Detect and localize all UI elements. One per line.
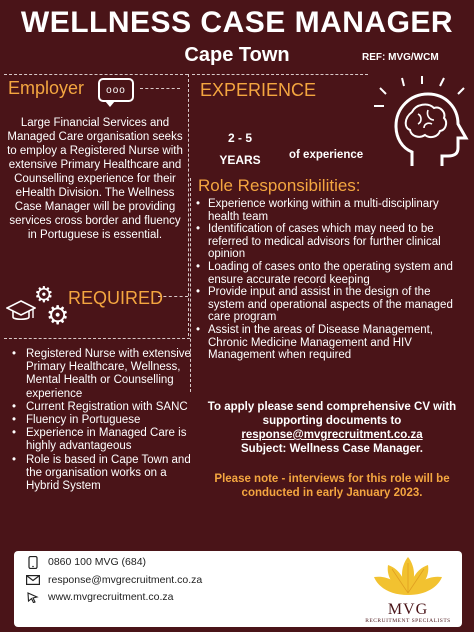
footer-email[interactable]: response@mvgrecruitment.co.za xyxy=(48,574,203,586)
footer-website[interactable]: www.mvgrecruitment.co.za xyxy=(48,591,174,603)
phone-row xyxy=(26,556,146,568)
experience-suffix: of experience xyxy=(289,149,364,161)
reference-code: REF: MVG/WCM xyxy=(362,52,439,63)
website-row xyxy=(26,591,173,603)
contact-card xyxy=(14,551,462,627)
apply-instructions xyxy=(192,400,472,456)
envelope-icon xyxy=(26,574,40,586)
list-item: • Current Registration with SANC xyxy=(12,401,194,414)
phone-icon xyxy=(26,556,40,568)
list-item: • Identification of cases which may need to be referred to medical advisors for further clinical opinion xyxy=(196,223,470,261)
cursor-pointer-icon xyxy=(26,591,40,603)
phone-number[interactable]: 0860 100 MVG (684) xyxy=(48,556,147,568)
list-item: • Registered Nurse with extensive Primary Healthcare, Wellness, Mental Health or Counselling experience xyxy=(12,348,194,401)
apply-subject: Subject: Wellness Case Manager. xyxy=(241,443,423,455)
brain-head-icon xyxy=(372,76,472,176)
required-heading: REQUIRED xyxy=(68,288,164,308)
experience-heading: EXPERIENCE xyxy=(200,80,317,100)
divider-top-left xyxy=(4,74,188,75)
flower-logo-icon xyxy=(360,555,456,597)
email-row xyxy=(26,574,202,586)
experience-years xyxy=(210,127,270,171)
role-heading: Role Responsibilities: xyxy=(198,176,361,195)
apply-email-link[interactable]: response@mvgrecruitment.co.za xyxy=(241,429,423,441)
divider-top-right xyxy=(192,74,368,75)
list-item: • Loading of cases onto the operating system and ensure accurate record keeping xyxy=(196,261,470,286)
list-item: • Assist in the areas of Disease Management, Chronic Medicine Management and HIV Management when required xyxy=(196,324,470,362)
employer-heading: Employer xyxy=(8,78,85,98)
gear-icon: ⚙ xyxy=(34,282,54,307)
list-item: • Fluency in Portuguese xyxy=(12,414,194,427)
list-item: • Role is based in Cape Town and the organisation works on a Hybrid System xyxy=(12,454,194,494)
page-title: WELLNESS CASE MANAGER xyxy=(20,6,454,39)
logo-name: MVG xyxy=(387,601,429,618)
role-list xyxy=(196,198,470,362)
divider-arrow-employer xyxy=(140,88,180,89)
employer-description: Large Financial Services and Managed Care organisation seeks to employ a Registered Nurse with extensive Primary Healthcare and Counselling experience for their eHealth Division. The Wellness Case Manager will be providing services cross border and fluency in Portuguese is essential. xyxy=(7,117,183,241)
divider-mid-left xyxy=(4,338,190,339)
divider-left-vertical xyxy=(188,74,189,336)
location-subtitle: Cape Town xyxy=(184,44,290,66)
logo-tagline: RECRUITMENT SPECIALISTS xyxy=(365,618,451,624)
list-item: • Provide input and assist in the design of the system and operational aspects of the managed care program xyxy=(196,286,470,324)
gear-icon: ⚙ xyxy=(46,300,70,330)
required-list xyxy=(12,348,194,493)
interview-note: Please note - interviews for this role will be conducted in early January 2023. xyxy=(214,473,450,499)
experience-unit: YEARS xyxy=(219,153,261,167)
speech-bubble-icon: ooo xyxy=(98,78,134,102)
list-item: • Experience in Managed Care is highly advantageous xyxy=(12,427,194,453)
graduation-cap-icon xyxy=(6,298,36,324)
experience-range: 2 - 5 xyxy=(227,131,252,145)
list-item: • Experience working within a multi-disciplinary health team xyxy=(196,198,470,223)
mvg-logo xyxy=(360,555,456,625)
apply-text: To apply please send comprehensive CV with supporting documents to xyxy=(207,401,457,427)
